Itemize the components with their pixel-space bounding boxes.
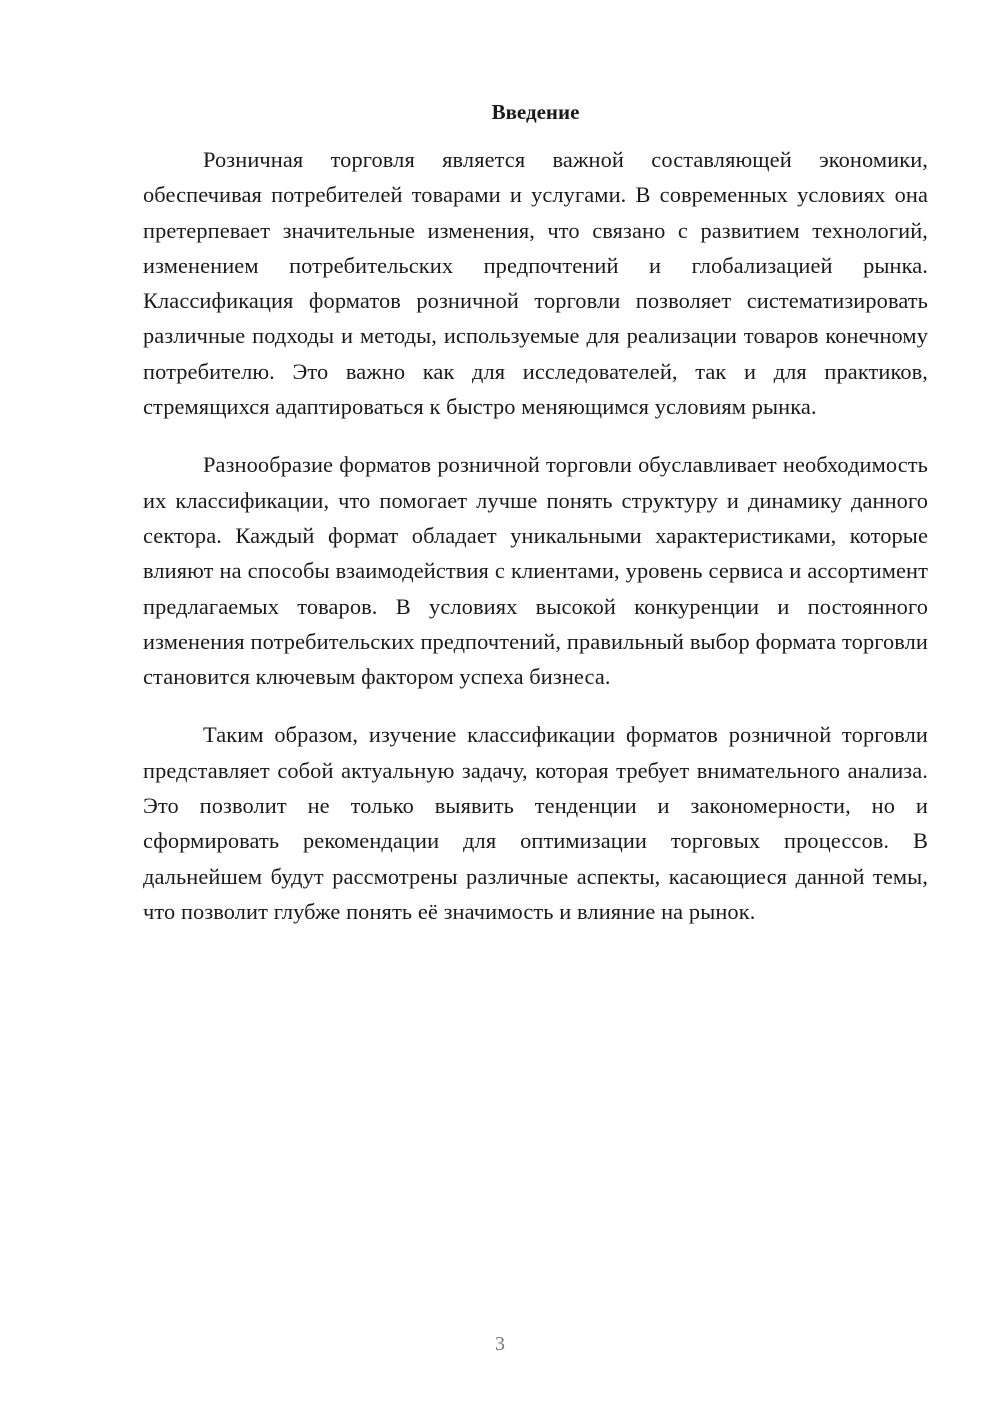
- page-number: 3: [495, 1333, 505, 1355]
- paragraph: Разнообразие форматов розничной торговли обуславливает необходимость их классификации, что помогает лучше понять структуру и динамику данного сектора. Каждый формат обладает уникальными характеристиками, которые влияют на способы взаимодействия с клиентами, уровень сервиса и ассортимент предлагаемых товаров. В условиях высокой конкуренции и постоянного изменения потребительских предпочтений, правильный выбор формата торговли становится ключевым фактором успеха бизнеса.: [143, 452, 928, 690]
- paragraph: Розничная торговля является важной составляющей экономики, обеспечивая потребителей товарами и услугами. В современных условиях она претерпевает значительные изменения, что связано с развитием технологий, изменением потребительских предпочтений и глобализацией рынка. Классификация форматов розничной торговли позволяет систематизировать различные подходы и методы, используемые для реализации товаров конечному потребителю. Это важно как для исследователей, так и для практиков, стремящихся адаптироваться к быстро меняющимся условиям рынка.: [143, 147, 928, 420]
- body-text: [143, 142, 928, 952]
- section-heading: Введение: [491, 100, 580, 124]
- paragraph: Таким образом, изучение классификации форматов розничной торговли представляет собой актуальную задачу, которая требует внимательного анализа. Это позволит не только выявить тенденции и закономерности, но и сформировать рекомендации для оптимизации торговых процессов. В дальнейшем будут рассмотрены различные аспекты, касающиеся данной темы, что позволит глубже понять её значимость и влияние на рынок.: [143, 722, 928, 924]
